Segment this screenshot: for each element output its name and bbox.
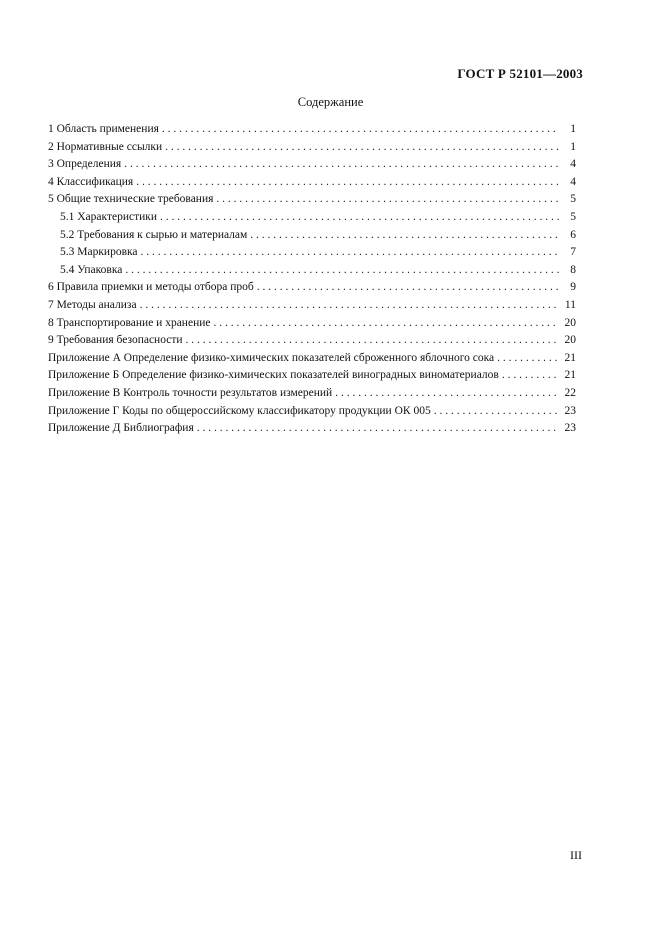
toc-subentry: [48, 244, 576, 262]
table-of-contents: [48, 121, 576, 438]
toc-entry-page: 22: [564, 386, 576, 399]
toc-dot-leader: [213, 315, 559, 333]
toc-entry: [48, 174, 576, 192]
toc-entry-label: Приложение А Определение физико-химических показателей сброженного яблочного сока: [48, 351, 495, 364]
toc-entry-page: 6: [570, 228, 576, 241]
toc-entry: [48, 332, 576, 350]
toc-entry-label: 5.3 Маркировка: [60, 246, 138, 259]
toc-entry-page: 7: [570, 246, 576, 259]
toc-entry-label: 4 Классификация: [48, 175, 134, 188]
toc-dot-leader: [257, 279, 559, 297]
toc-entry: [48, 121, 576, 139]
toc-dot-leader: [434, 403, 559, 421]
toc-dot-leader: [124, 156, 559, 174]
toc-dot-leader: [136, 174, 559, 192]
toc-entry-label: 3 Определения: [48, 158, 122, 171]
toc-dot-leader: [216, 191, 559, 209]
toc-entry: [48, 315, 576, 333]
toc-entry-label: Приложение Г Коды по общероссийскому классификатору продукции ОК 005: [48, 404, 431, 417]
toc-dot-leader: [186, 332, 559, 350]
toc-entry-label: 6 Правила приемки и методы отбора проб: [48, 281, 254, 294]
toc-entry-label: 5.1 Характеристики: [60, 210, 158, 223]
toc-dot-leader: [335, 385, 559, 403]
toc-entry-label: 5.4 Упаковка: [60, 263, 123, 276]
toc-subentry: [48, 209, 576, 227]
toc-appendix-entry: [48, 367, 576, 385]
toc-entry-label: Приложение В Контроль точности результатов измерений: [48, 386, 333, 399]
toc-dot-leader: [497, 350, 559, 368]
toc-entry-page: 23: [564, 422, 576, 435]
page-number: III: [570, 848, 582, 862]
toc-entry: [48, 191, 576, 209]
toc-entry-page: 21: [564, 351, 576, 364]
toc-subentry: [48, 227, 576, 245]
toc-entry-label: 1 Область применения: [48, 123, 159, 135]
toc-entry-page: 1: [570, 140, 576, 153]
toc-dot-leader: [197, 420, 559, 438]
toc-entry-page: 8: [570, 263, 576, 276]
toc-entry-page: 20: [564, 316, 576, 329]
toc-entry-label: 8 Транспортирование и хранение: [48, 316, 211, 329]
toc-appendix-entry: [48, 350, 576, 368]
toc-entry-label: Приложение Б Определение физико-химических показателей виноградных виноматериалов: [48, 369, 499, 382]
toc-entry: [48, 279, 576, 297]
toc-appendix-entry: [48, 385, 576, 403]
toc-entry-page: 4: [570, 158, 576, 171]
toc-entry-page: 5: [570, 210, 576, 223]
toc-dot-leader: [162, 121, 559, 139]
toc-subentry: [48, 262, 576, 280]
toc-appendix-entry: [48, 403, 576, 421]
toc-entry-page: 5: [570, 193, 576, 206]
toc-entry-label: 5 Общие технические требования: [48, 193, 214, 206]
toc-dot-leader: [160, 209, 559, 227]
toc-dot-leader: [250, 227, 559, 245]
toc-entry: [48, 156, 576, 174]
toc-dot-leader: [141, 244, 559, 262]
toc-entry: [48, 297, 576, 315]
toc-entry-page: 9: [570, 281, 576, 294]
toc-entry-page: 4: [570, 175, 576, 188]
toc-entry-label: 2 Нормативные ссылки: [48, 140, 163, 153]
toc-entry-page: 1: [570, 123, 576, 135]
toc-dot-leader: [125, 262, 559, 280]
document-code: ГОСТ Р 52101—2003: [457, 66, 583, 81]
toc-entry-page: 20: [564, 334, 576, 347]
toc-entry-page: 11: [564, 298, 576, 311]
toc-entry: [48, 139, 576, 157]
toc-title: Содержание: [297, 95, 364, 109]
toc-entry-label: 5.2 Требования к сырью и материалам: [60, 228, 248, 241]
toc-appendix-entry: [48, 420, 576, 438]
toc-entry-page: 23: [564, 404, 576, 417]
toc-entry-label: 9 Требования безопасности: [48, 334, 183, 347]
toc-dot-leader: [165, 139, 559, 157]
toc-dot-leader: [502, 367, 559, 385]
toc-entry-label: Приложение Д Библиография: [48, 422, 194, 435]
toc-dot-leader: [140, 297, 559, 315]
toc-entry-label: 7 Методы анализа: [48, 298, 137, 311]
toc-entry-page: 21: [564, 369, 576, 382]
